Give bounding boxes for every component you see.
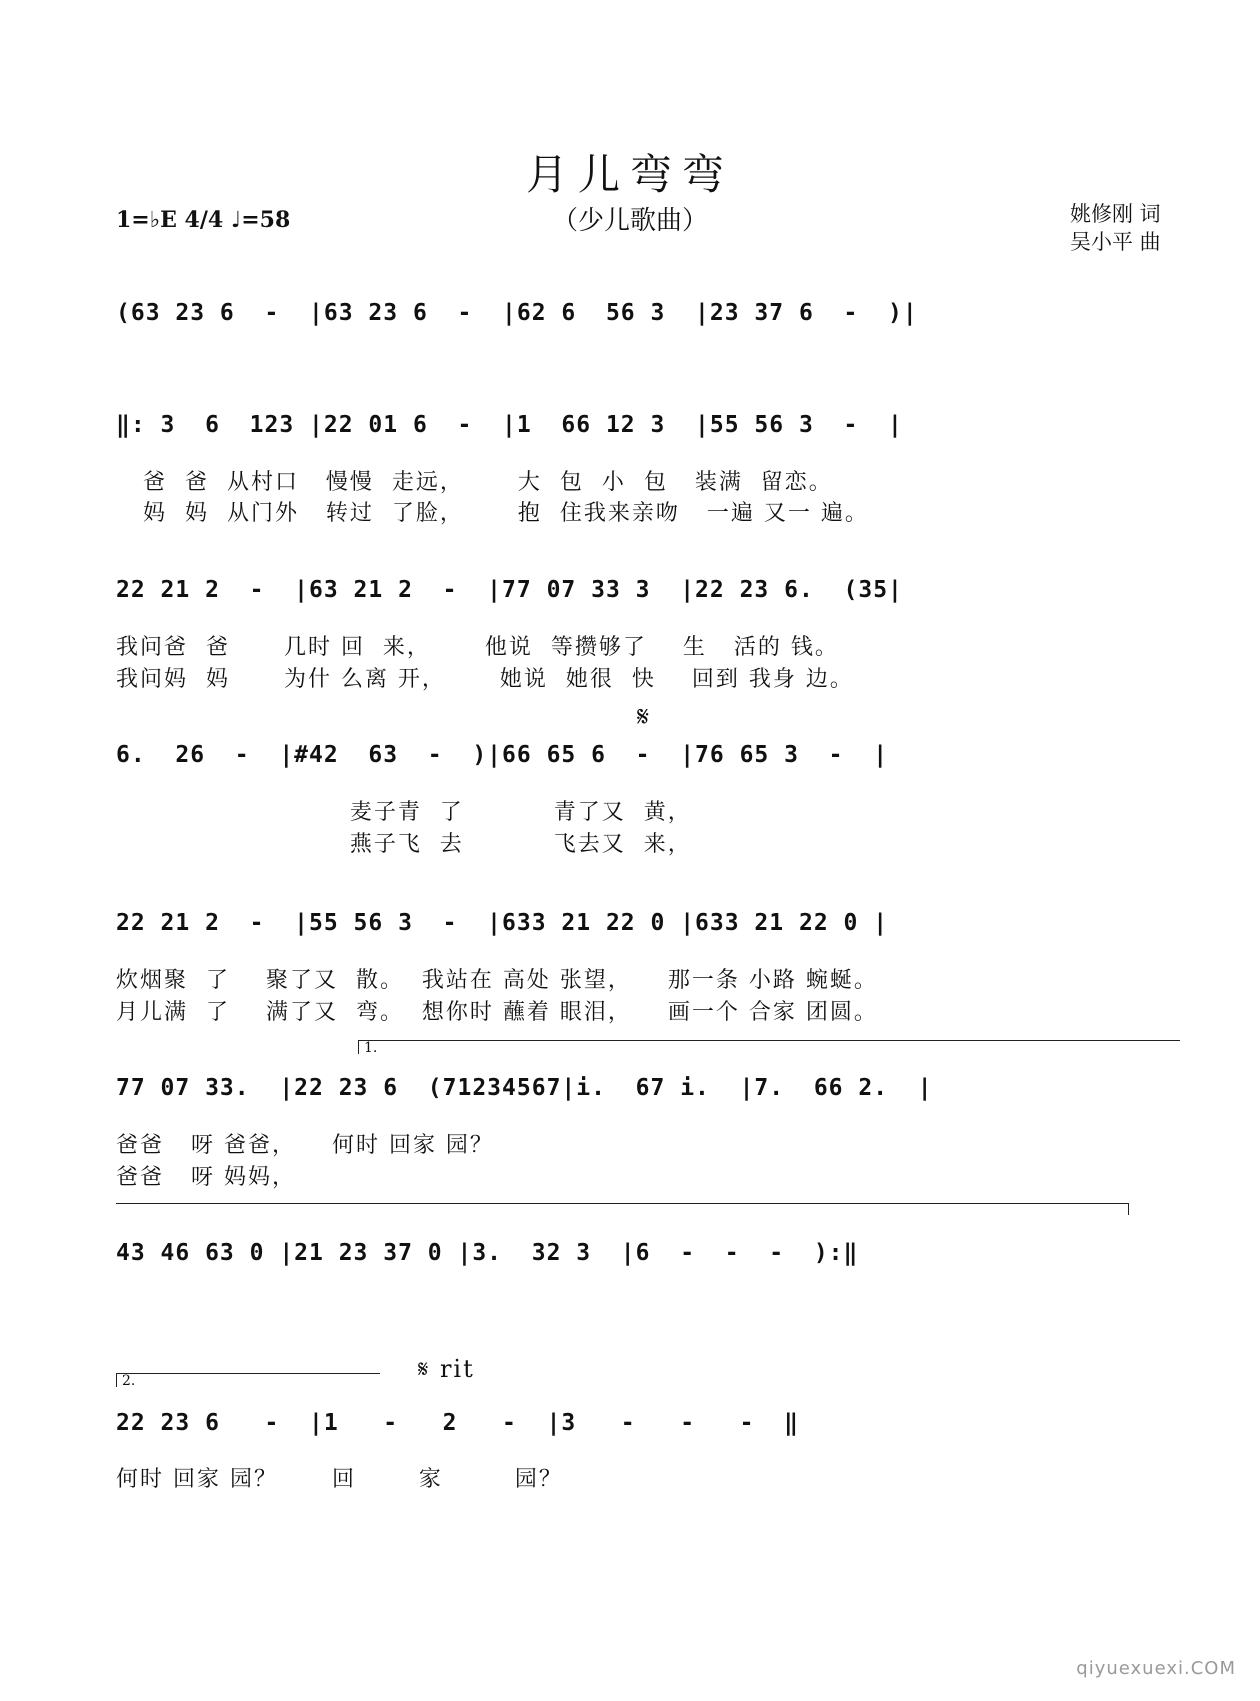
lyrics-row-2-verse-2: 妈 妈 从门外 转过 了脸， 抱 住我来亲吻 一遍 又一 遍。 — [116, 501, 869, 526]
lyrics-row-5-verse-1: 炊烟聚 了 聚了又 散。 我站在 高处 张望， 那一条 小路 蜿蜒。 — [116, 968, 878, 993]
lyrics-row-4-verse-1: 麦子青 了 青了又 黄， — [116, 800, 692, 825]
score-row-5: 22 21 2 - |55 56 3 - |633 21 22 0 |633 21 22 0 | — [116, 910, 889, 936]
score-row-4: 6. 26 - |#42 63 - )|66 65 6 - |76 65 3 - | — [116, 742, 889, 768]
volta-2-label: 2. — [122, 1373, 136, 1389]
volta-1-label: 1. — [364, 1040, 378, 1056]
score-row-8: 22 23 6 - |1 - 2 - |3 - - - ‖ — [116, 1410, 799, 1436]
lyrics-row-2-verse-1: 爸 爸 从村口 慢慢 走远， 大 包 小 包 装满 留恋。 — [116, 470, 833, 495]
lyrics-row-4-verse-2: 燕子飞 去 飞去又 来， — [116, 832, 692, 857]
volta-2-bracket-left — [116, 1373, 117, 1387]
watermark: qiyuexuexi.COM — [1076, 1658, 1236, 1679]
score-row-2: ‖: 3 6 123 |22 01 6 - |1 66 12 3 |55 56 3 - | — [116, 412, 903, 438]
lyrics-row-6-verse-1: 爸爸 呀 爸爸， 何时 回家 园？ — [116, 1133, 494, 1158]
score-row-1: (63 23 6 - |63 23 6 - |62 6 56 3 |23 37 6 - )| — [116, 300, 918, 326]
volta-2-bracket — [116, 1373, 380, 1374]
lyrics-row-8-verse-1: 何时 回家 园？ 回 家 园？ — [116, 1467, 563, 1492]
score-row-7: 43 46 63 0 |21 23 37 0 |3. 32 3 |6 - - - ):‖ — [116, 1240, 859, 1266]
lyricist-credit: 姚修刚 词 — [1070, 202, 1161, 226]
page-title: 月儿弯弯 — [525, 150, 734, 199]
segno-rit-mark: 𝄋 rit — [418, 1355, 475, 1383]
lyrics-row-3-verse-2: 我问妈 妈 为什 么离 开， 她说 她很 快 回到 我身 边。 — [116, 667, 854, 692]
volta-1-bracket — [358, 1040, 1180, 1041]
lyrics-row-3-verse-1: 我问爸 爸 几时 回 来， 他说 等攒够了 生 活的 钱。 — [116, 635, 839, 660]
volta-1-bracket-end — [1128, 1203, 1129, 1215]
volta-1-bracket-cont — [116, 1203, 1128, 1204]
lyrics-row-6-verse-2: 爸爸 呀 妈妈， — [116, 1165, 296, 1190]
lyrics-row-5-verse-2: 月儿满 了 满了又 弯。 想你时 蘸着 眼泪， 画一个 合家 团圆。 — [116, 1000, 878, 1025]
segno-sign: 𝄋 — [637, 700, 650, 733]
page-subtitle: （少儿歌曲） — [551, 206, 708, 236]
score-row-3: 22 21 2 - |63 21 2 - |77 07 33 3 |22 23 6. (35| — [116, 577, 903, 603]
score-row-6: 77 07 33. |22 23 6 (71234567|i. 67 i. |7. 66 2. | — [116, 1075, 933, 1101]
key-signature: 1=♭E 4/4 ♩=58 — [116, 207, 291, 233]
composer-credit: 吴小平 曲 — [1070, 230, 1161, 254]
volta-1-bracket-left — [358, 1040, 359, 1054]
